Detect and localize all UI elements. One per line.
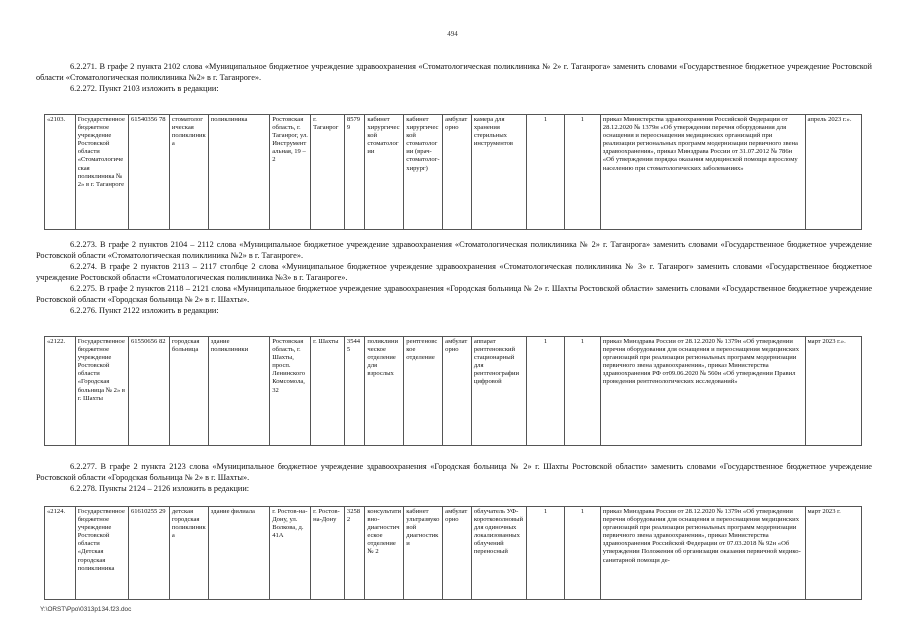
cell-quantity-1: 1	[527, 507, 565, 600]
cell-population: 85799	[344, 115, 364, 230]
cell-number: «2124.	[45, 507, 76, 600]
cell-quantity-2: 1	[564, 337, 600, 446]
cell-legal-basis: приказ Минздрава России от 28.12.2020 № 1379н «Об утверждении перечня оборудования для оснащения и переоснащения медицинских организаций при реализации региональных программ модернизации первичного звена здравоохранения», приказ Министерства здравоохранения РФ от09.06.2020 № 560н «Об утверждении Правил проведения рентгенологических исследований»	[600, 337, 805, 446]
cell-address: Ростовская область, г. Таганрог, ул. Инструментальная, 19 – 2	[270, 115, 311, 230]
footer-file-path: Y:\ORST\Ppo\0313p134.f23.doc	[40, 606, 132, 613]
cell-city: г. Таганрог	[311, 115, 345, 230]
cell-organization: Государственное бюджетное учреждение Ростовской области «Стоматологическая поликлиника № 2» в г. Таганроге	[75, 115, 128, 230]
paragraph-6-2-277: 6.2.277. В графе 2 пункта 2123 слова «Муниципальное бюджетное учреждение здравоохранения «Городская больница № 2» г. Шахты Ростовской области» заменить словами «Государственное бюджетное учреждение Ростовской области «Городская больница № 2» в г. Шахты».	[36, 462, 872, 482]
cell-quantity-1: 1	[527, 115, 565, 230]
cell-department: поликлиническое отделение для взрослых	[365, 337, 404, 446]
cell-department: консультативно-диагностическое отделение № 2	[365, 507, 404, 600]
cell-care-mode: амбулаторно	[443, 115, 472, 230]
cell-date: март 2023 г.».	[805, 337, 861, 446]
cell-equipment: камера для хранения стерильных инструментов	[471, 115, 526, 230]
table-row-2122	[44, 336, 862, 446]
page-number: 494	[447, 30, 458, 38]
table-row-2124	[44, 506, 862, 600]
cell-number: «2122.	[45, 337, 76, 446]
cell-building: здание поликлиники	[208, 337, 269, 446]
cell-org-type: стоматологическая поликлиника	[169, 115, 208, 230]
cell-code: 61550656 82	[128, 337, 169, 446]
cell-equipment: облучатель УФ-коротковолновый для одиночных локализованных облучений переносный	[471, 507, 526, 600]
cell-city: г. Ростов-на-Дону	[311, 507, 345, 600]
cell-code: 61610255 29	[128, 507, 169, 600]
cell-city: г. Шахты	[311, 337, 345, 446]
cell-quantity-2: 1	[564, 115, 600, 230]
cell-quantity-2: 1	[564, 507, 600, 600]
cell-legal-basis: приказ Минздрава России от 28.12.2020 № 1379н «Об утверждении перечня оборудования для оснащения и переоснащения медицинских организаций при реализации региональных программ модернизации первичного звена здравоохранения», приказ Министерства здравоохранения Российской Федерации от 07.03.2018 № 92н «Об утверждении Положения об организации оказания первичной медико-санитарной помощи де-	[600, 507, 805, 600]
cell-address: г. Ростов-на-Дону, ул. Волкова, д. 41А	[270, 507, 311, 600]
paragraph-6-2-273: 6.2.273. В графе 2 пунктов 2104 – 2112 слова «Муниципальное бюджетное учреждение здравоохранения «Стоматологическая поликлиника № 2» г. Таганрога» заменить словами «Государственное бюджетное учреждение Ростовской области «Стоматологическая поликлиника №2» в г. Таганроге».	[36, 240, 872, 260]
cell-address: Ростовская область, г. Шахты, просп. Ленинского Комсомола, 32	[270, 337, 311, 446]
cell-cabinet: кабинет ультразвуковой диагностики	[404, 507, 443, 600]
cell-code: 61540356 78	[128, 115, 169, 230]
paragraph-6-2-275: 6.2.275. В графе 2 пунктов 2118 – 2121 слова «Муниципальное бюджетное учреждение здравоохранения «Городская больница № 2» г. Шахты Ростовской области» заменить словами «Государственное бюджетное учреждение Ростовской области «Городская больница № 2» в г. Шахты».	[36, 284, 872, 304]
cell-building: поликлиника	[208, 115, 269, 230]
table-row-2103	[44, 114, 862, 230]
cell-cabinet: рентгеновское отделение	[404, 337, 443, 446]
paragraph-6-2-272: 6.2.272. Пункт 2103 изложить в редакции:	[70, 84, 219, 93]
cell-care-mode: амбулаторно	[443, 507, 472, 600]
cell-date: март 2023 г.	[805, 507, 861, 600]
cell-date: апрель 2023 г.».	[805, 115, 861, 230]
cell-equipment: аппарат рентгеновский стационарный для рентгенографии цифровой	[471, 337, 526, 446]
cell-org-type: детская городская поликлиника	[169, 507, 208, 600]
cell-care-mode: амбулаторно	[443, 337, 472, 446]
paragraph-6-2-274: 6.2.274. В графе 2 пунктов 2113 – 2117 столбце 2 слова «Муниципальное бюджетное учреждение здравоохранения «Стоматологическая поликлиника № 3» г. Таганрог» заменить словами «Государственное бюджетное учреждение Ростовской области «Стоматологическая поликлиника №3» в г. Таганроге».	[36, 262, 872, 282]
cell-cabinet: кабинет хирургической стоматологии (врач-стоматолог-хирург)	[404, 115, 443, 230]
cell-organization: Государственное бюджетное учреждение Ростовской области «Детская городская поликлиника	[75, 507, 128, 600]
cell-department: кабинет хирургической стоматологии	[365, 115, 404, 230]
cell-number: «2103.	[45, 115, 76, 230]
cell-building: здание филиала	[208, 507, 269, 600]
cell-organization: Государственное бюджетное учреждение Ростовской области «Городская больница № 2» в г. Шахты	[75, 337, 128, 446]
cell-org-type: городская больница	[169, 337, 208, 446]
cell-population: 35445	[344, 337, 364, 446]
paragraph-6-2-278: 6.2.278. Пункты 2124 – 2126 изложить в редакции:	[70, 484, 250, 493]
paragraph-6-2-271: 6.2.271. В графе 2 пункта 2102 слова «Муниципальное бюджетное учреждение здравоохранения «Стоматологическая поликлиника № 2» г. Таганрога» заменить словами «Государственное бюджетное учреждение Ростовской области «Стоматологическая поликлиника №2» в г. Таганроге».	[36, 62, 872, 82]
cell-population: 32582	[344, 507, 364, 600]
cell-quantity-1: 1	[527, 337, 565, 446]
paragraph-6-2-276: 6.2.276. Пункт 2122 изложить в редакции:	[70, 306, 219, 315]
cell-legal-basis: приказ Министерства здравоохранения Российской Федерации от 28.12.2020 № 1379н «Об утверждении перечня оборудования для оснащения и переоснащения медицинских организаций при реализации региональных программ модернизации первичного звена здравоохранения», приказ Минздрава России от 31.07.2012 № 786н «Об утверждении порядка оказания медицинской помощи взрослому населению при стоматологических заболеваниях»	[600, 115, 805, 230]
